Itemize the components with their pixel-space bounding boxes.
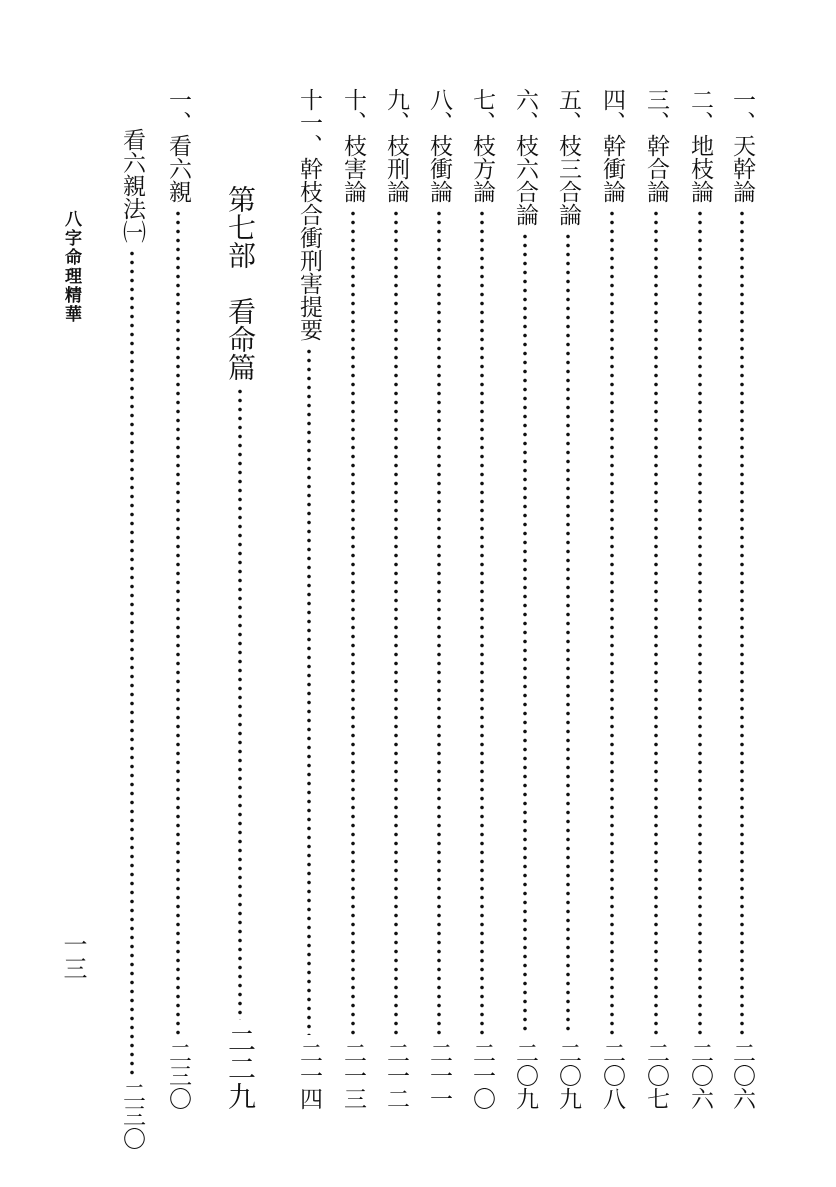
entry-page: 二〇六 (687, 1041, 713, 1110)
entry-title: 九、枝刑論 (383, 88, 409, 203)
entry-title: 一、天幹論 (729, 88, 755, 203)
toc-entry (592, 88, 632, 1110)
dot-leader (158, 209, 198, 1035)
entry-title: 十、枝害論 (340, 88, 366, 203)
toc-entry (289, 88, 329, 1110)
toc-entry (419, 88, 459, 1110)
entry-page: 二〇六 (729, 1041, 755, 1110)
entry-page: 二一三 (340, 1041, 366, 1110)
toc-entry (548, 88, 588, 1110)
dot-leader (376, 209, 416, 1035)
entry-title: 三、幹合論 (643, 88, 669, 203)
toc-entry (376, 88, 416, 1110)
dot-leader (220, 387, 260, 1020)
toc-entry (333, 88, 373, 1110)
entry-title: 一、看六親 (165, 88, 191, 203)
toc-entry (680, 88, 720, 1110)
part-page: 二二九 (224, 1026, 257, 1110)
entry-page: 二一二 (383, 1041, 409, 1110)
entry-title: 八、枝衝論 (426, 88, 452, 203)
dot-leader (548, 232, 588, 1035)
part-subtitle: 看命篇 (224, 297, 257, 381)
page-number: 一三 (59, 932, 87, 980)
entry-title: 十一、幹枝合衝刑害提要 (296, 88, 322, 341)
dot-leader (419, 209, 459, 1035)
entry-title: 五、枝三合論 (555, 88, 581, 226)
dot-leader (680, 209, 720, 1035)
dot-leader (333, 209, 373, 1035)
dot-leader (636, 209, 676, 1035)
dot-leader (112, 249, 152, 1075)
entry-page: 二三〇 (119, 1081, 145, 1150)
entry-page: 二〇七 (643, 1041, 669, 1110)
dot-leader (462, 209, 502, 1035)
dot-leader (289, 347, 329, 1035)
entry-page: 二一〇 (469, 1041, 495, 1110)
toc-sub-entry (112, 128, 152, 1150)
entry-title: 六、枝六合論 (512, 88, 538, 226)
running-title: 八字命理精華 (61, 210, 81, 324)
toc-entry (636, 88, 676, 1110)
entry-title: 看六親法㈠ (119, 128, 145, 243)
dot-leader (505, 232, 545, 1035)
entry-title: 二、地枝論 (687, 88, 713, 203)
toc-entry (462, 88, 502, 1110)
entry-page: 二〇八 (599, 1041, 625, 1110)
dot-leader (722, 209, 762, 1035)
toc-entry (158, 88, 198, 1110)
entry-page: 二一一 (426, 1041, 452, 1110)
entry-title: 四、幹衝論 (599, 88, 625, 203)
entry-title: 七、枝方論 (469, 88, 495, 203)
part-title: 第七部 (224, 185, 257, 269)
entry-page: 二〇九 (555, 1041, 581, 1110)
dot-leader (592, 209, 632, 1035)
entry-page: 二一四 (296, 1041, 322, 1110)
entry-page: 二三〇 (165, 1041, 191, 1110)
part-heading (220, 185, 260, 1110)
entry-page: 二〇九 (512, 1041, 538, 1110)
toc-entry (722, 88, 762, 1110)
toc-entry (505, 88, 545, 1110)
